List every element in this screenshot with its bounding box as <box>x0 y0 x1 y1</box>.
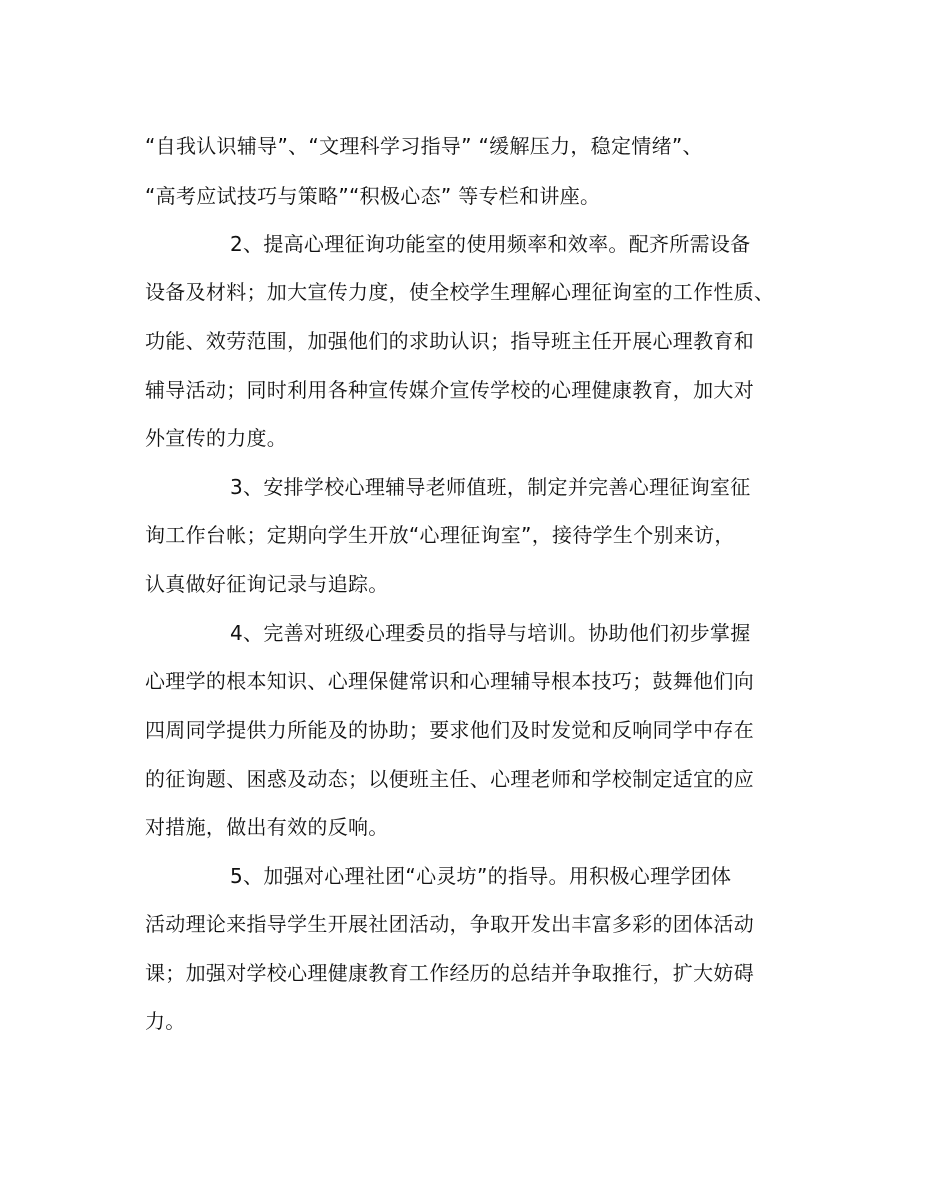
paragraph-5-line-4: 力。 <box>145 1009 186 1033</box>
paragraph-4-line-1: 4、完善对班级心理委员的指导与培训。协助他们初步掌握 <box>230 621 751 645</box>
paragraph-3-line-3: 认真做好征询记录与追踪。 <box>145 572 389 596</box>
paragraph-4-line-2: 心理学的根本知识、心理保健常识和心理辅导根本技巧；鼓舞他们向 <box>145 669 754 693</box>
paragraph-5-line-1: 5、加强对心理社团“心灵坊”的指导。用积极心理学团体 <box>230 864 732 888</box>
paragraph-5-line-2: 活动理论来指导学生开展社团活动，争取开发出丰富多彩的团体活动 <box>145 912 754 936</box>
paragraph-5-line-3: 课；加强对学校心理健康教育工作经历的总结并争取推行，扩大妨碍 <box>145 961 754 985</box>
paragraph-4-line-5: 对措施，做出有效的反响。 <box>145 815 389 839</box>
paragraph-1-line-1: “自我认识辅导”、“文理科学习指导” “缓解压力，稳定情绪”、 <box>145 134 703 158</box>
paragraph-3-line-1: 3、安排学校心理辅导老师值班，制定并完善心理征询室征 <box>230 475 751 499</box>
paragraph-2-line-3: 功能、效劳范围，加强他们的求助认识；指导班主任开展心理教育和 <box>145 329 754 353</box>
paragraph-2-line-1: 2、提高心理征询功能室的使用频率和效率。配齐所需设备 <box>230 232 751 256</box>
paragraph-1-line-2: “高考应试技巧与策略”“积极心态” 等专栏和讲座。 <box>145 184 601 208</box>
paragraph-2-line-4: 辅导活动；同时利用各种宣传媒介宣传学校的心理健康教育，加大对 <box>145 378 754 402</box>
paragraph-4-line-4: 的征询题、困惑及动态；以便班主任、心理老师和学校制定适宜的应 <box>145 767 754 791</box>
paragraph-2-line-2: 设备及材料；加大宣传力度，使全校学生理解心理征询室的工作性质、 <box>145 280 775 304</box>
paragraph-3-line-2: 询工作台帐；定期向学生开放“心理征询室”，接待学生个别来访， <box>145 523 735 547</box>
paragraph-2-line-5: 外宣传的力度。 <box>145 426 288 450</box>
paragraph-4-line-3: 四周同学提供力所能及的协助；要求他们及时发觉和反响同学中存在 <box>145 718 754 742</box>
